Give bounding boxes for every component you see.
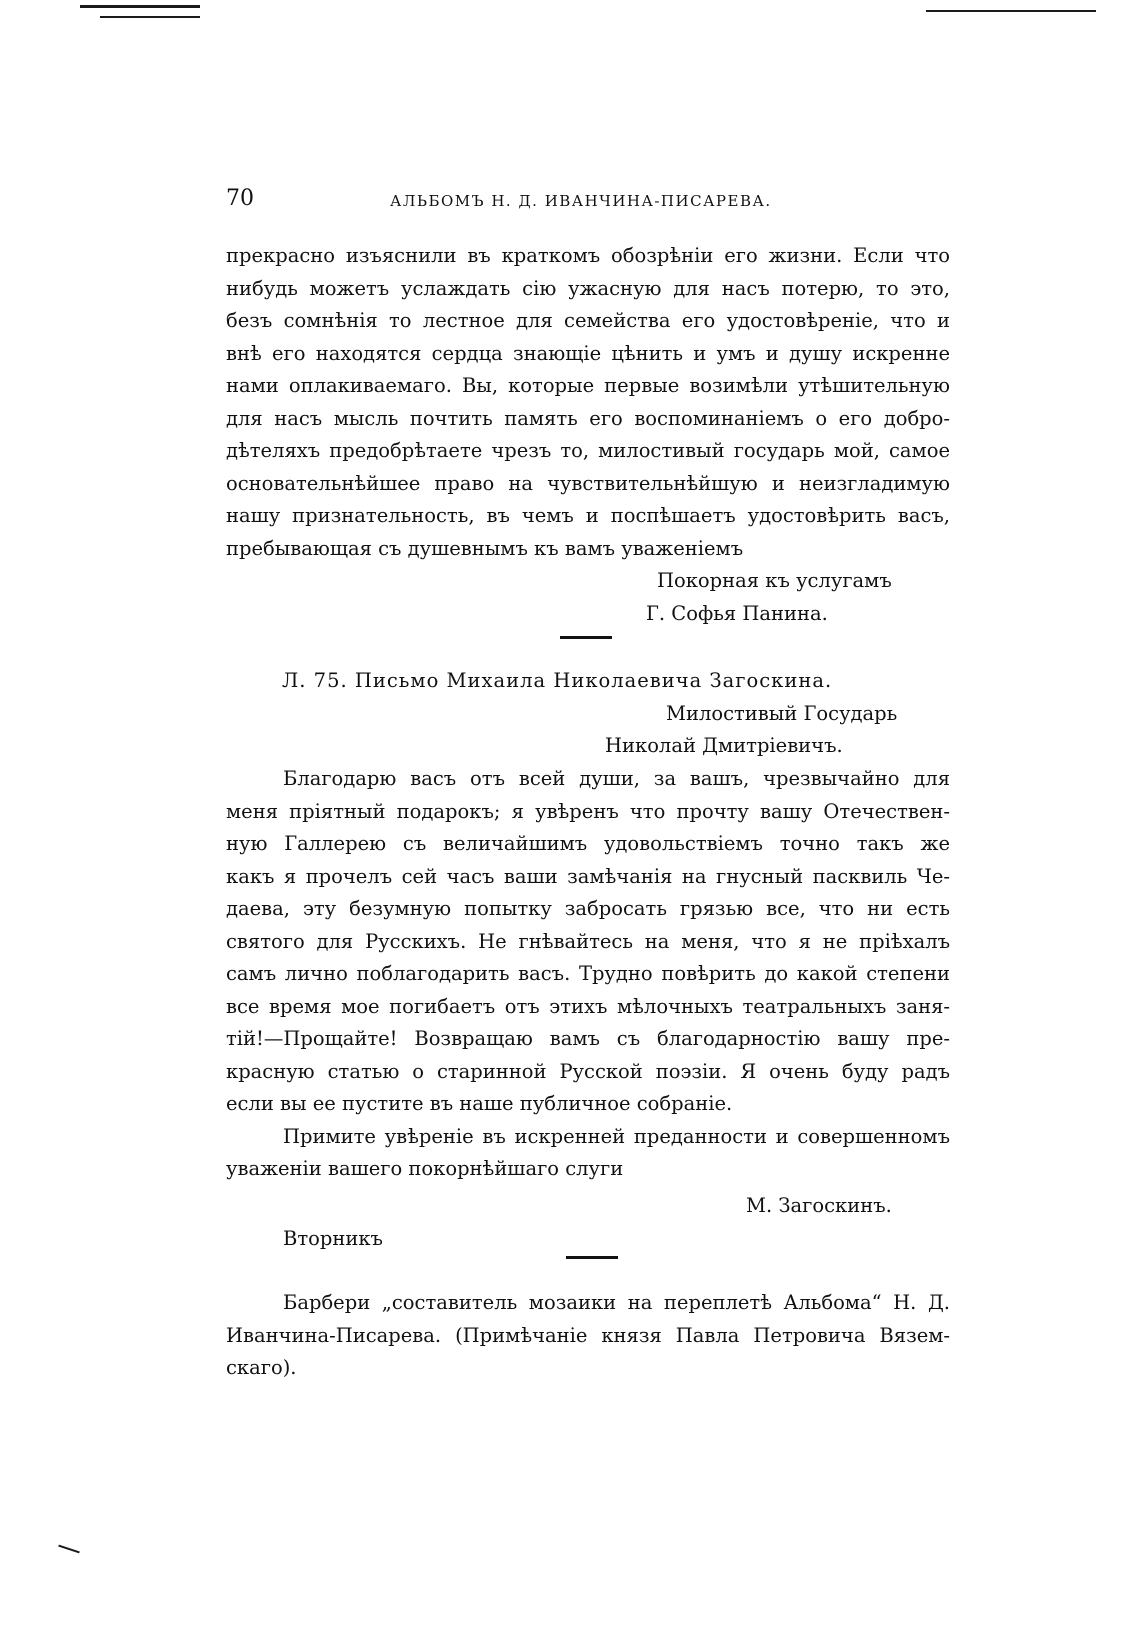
text-line: основательнѣйшее право на чувствительнѣйшую и неизгладимую	[226, 471, 950, 495]
text-line: какъ я прочелъ сей часъ ваши замѣчанія на гнусный пасквиль Че-	[226, 864, 950, 888]
page-number: 70	[226, 186, 254, 211]
zagoskin-day: Вторникъ	[283, 1227, 383, 1250]
running-title: АЛЬБОМЪ Н. Д. ИВАНЧИНА-ПИСАРЕВА.	[390, 192, 772, 210]
text-line: для насъ мысль почтить память его воспоминаніемъ о его добро-	[226, 406, 950, 430]
panina-closing: Покорная къ услугамъ	[657, 569, 892, 592]
scan-mark-bottom-left	[58, 1545, 80, 1554]
text-line: скаго).	[226, 1356, 297, 1379]
text-line: Иванчина-Писарева. (Примѣчаніе князя Павла Петровича Вязем-	[226, 1323, 950, 1347]
panina-letter-body	[226, 240, 950, 565]
text-line: меня пріятный подарокъ; я увѣренъ что прочту вашу Отечествен-	[226, 799, 950, 823]
text-line: безъ сомнѣнія то лестное для семейства его удостовѣреніе, что и	[226, 309, 950, 332]
panina-signature: Г. Софья Панина.	[646, 602, 828, 625]
footnote	[226, 1287, 950, 1385]
zagoskin-letter-body	[226, 763, 950, 1186]
text-line: если вы ее пустите въ наше публичное собраніе.	[226, 1092, 733, 1115]
text-line: нами оплакиваемаго. Вы, которые первые возимѣли утѣшительную	[226, 374, 950, 397]
zagoskin-signature: М. Загоскинъ.	[746, 1194, 892, 1217]
text-line: нашу признательность, въ чемъ и поспѣшаетъ удостовѣрить васъ,	[226, 504, 950, 527]
text-line: все время мое погибаетъ отъ этихъ мѣлочныхъ театральныхъ заня-	[226, 994, 950, 1018]
scan-mark-top-right	[926, 10, 1096, 12]
text-line: Барбери „составитель мозаики на переплетѣ Альбома“ Н. Д.	[283, 1291, 950, 1314]
text-line: прекрасно изъяснили въ краткомъ обозрѣніи его жизни. Если что	[226, 244, 950, 267]
text-line: пребывающая съ душевнымъ къ вамъ уваженіемъ	[226, 536, 744, 560]
text-line: внѣ его находятся сердца знающіе цѣнить и умъ и душу искренне	[226, 341, 950, 365]
text-line: святого для Русскихъ. Не гнѣвайтесь на меня, что я не пріѣхалъ	[226, 929, 950, 953]
text-line: дѣтеляхъ предобрѣтаете чрезъ то, милостивый государь мой, самое	[226, 439, 950, 462]
zagoskin-salutation-1: Милостивый Государь	[666, 702, 898, 725]
text-line: даева, эту безумную попытку забросать грязью все, что ни есть	[226, 897, 950, 920]
zagoskin-salutation-2: Николай Дмитріевичъ.	[605, 734, 843, 757]
text-line: красную статью о старинной Русской поэзіи. Я очень буду радъ	[226, 1059, 950, 1083]
text-line: нибудь можетъ услаждать сію ужасную для насъ потерю, то это,	[226, 276, 950, 300]
text-line: Благодарю васъ отъ всей души, за вашъ, чрезвычайно для	[283, 767, 950, 790]
scan-mark-top-left-2	[100, 16, 200, 18]
zagoskin-letter-heading: Л. 75. Письмо Михаила Николаевича Загоскина.	[282, 669, 833, 692]
section-divider	[560, 636, 612, 639]
text-line: уваженіи вашего покорнѣйшаго слуги	[226, 1157, 624, 1180]
section-divider	[566, 1256, 618, 1259]
text-line: тій!—Прощайте! Возвращаю вамъ съ благодарностію вашу пре-	[226, 1027, 950, 1050]
text-line: ную Галлерею съ величайшимъ удовольствіемъ точно такъ же	[226, 832, 950, 855]
text-line: Примите увѣреніе въ искренней преданности и совершенномъ	[283, 1124, 950, 1148]
text-line: самъ лично поблагодарить васъ. Трудно повѣрить до какой степени	[226, 962, 950, 985]
scan-mark-top-left	[80, 5, 200, 8]
